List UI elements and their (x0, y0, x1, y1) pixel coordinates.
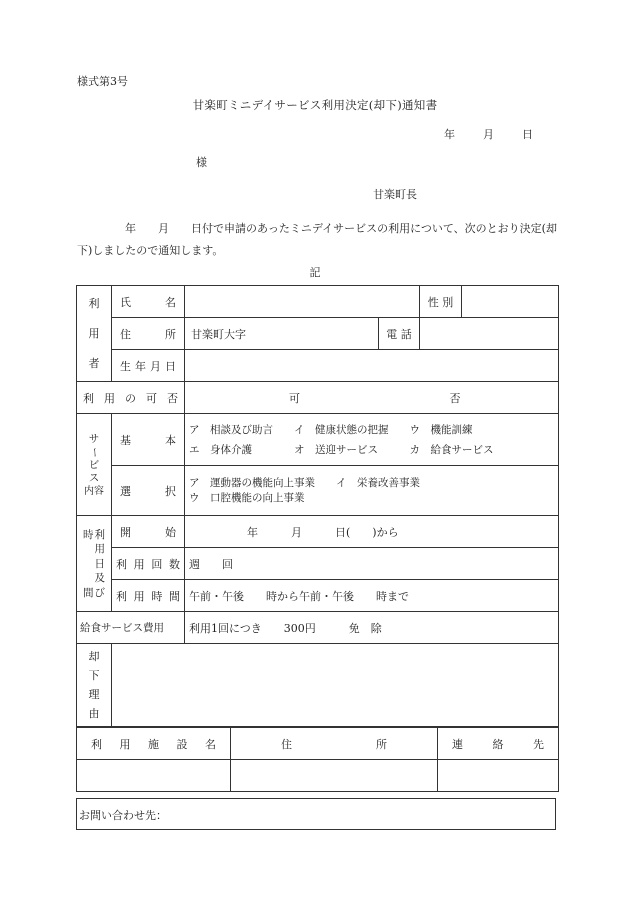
phone-field[interactable] (420, 318, 559, 350)
meal-cost-field[interactable]: 利用1回につき 300円 免 除 (185, 612, 559, 644)
basic-service-label: 基 本 (112, 414, 185, 466)
approval-options[interactable] (185, 382, 559, 414)
facility-address-field[interactable] (231, 760, 438, 792)
document-title: 甘楽町ミニデイサービス利用決定(却下)通知書 (192, 98, 438, 112)
birthdate-label: 生 年 月 日 (112, 350, 185, 382)
usage-time-field[interactable]: 午前・午後 時から午前・午後 時まで (185, 580, 559, 612)
start-date-label: 開 始 (112, 516, 185, 548)
rejection-reason-field[interactable] (112, 644, 559, 727)
rejection-reason-label: 却 下 理 由 (77, 644, 112, 727)
address-label: 住 所 (112, 318, 185, 350)
approval-ok[interactable]: 可 (289, 391, 300, 405)
approval-ng[interactable]: 否 (449, 391, 461, 405)
facility-name-field[interactable] (77, 760, 231, 792)
facility-address-header: 住 所 (231, 728, 438, 760)
service-section-label: サ ー ビ ス 内容 (77, 414, 112, 516)
ki-marker: 記 (309, 266, 321, 279)
birthdate-field[interactable] (185, 350, 559, 382)
start-date-field[interactable]: 年 月 日( )から (185, 516, 559, 548)
date-month: 月 (483, 128, 494, 141)
phone-label: 電 話 (379, 318, 420, 350)
addressee-suffix: 様 (196, 156, 207, 169)
facility-name-header: 利 用 施 設 名 (77, 728, 231, 760)
address-field[interactable] (185, 318, 379, 350)
address-prefix: 甘楽町大字 (191, 327, 246, 341)
inquiry-label: お問い合わせ先： (79, 809, 167, 822)
issuer: 甘楽町長 (373, 188, 417, 201)
user-section-label: 利 用 者 (77, 286, 112, 382)
meal-cost-label: 給食サービス費用 (77, 612, 185, 644)
facility-contact-field[interactable] (438, 760, 559, 792)
decision-form-table (76, 285, 559, 727)
name-field[interactable] (185, 286, 420, 318)
optional-service-label: 選 択 (112, 466, 185, 516)
approval-label: 利 用 の 可 否 (77, 382, 185, 414)
facility-table (76, 727, 559, 792)
schedule-section-label: 時 間 利 用 日 及 び (77, 516, 112, 612)
body-text: 年 月 日付で申請のあったミニデイサービスの利用について、次のとおり決定(却下)しましたので通知します。 (77, 222, 557, 257)
usage-count-field[interactable]: 週 回 (185, 548, 559, 580)
form-number: 様式第3号 (77, 75, 128, 88)
date-year: 年 (444, 128, 455, 141)
usage-time-label: 利 用 時 間 (112, 580, 185, 612)
date-day: 日 (522, 128, 533, 141)
usage-count-label: 利 用 回 数 (112, 548, 185, 580)
basic-service-items: ア 相談及び助言 イ 健康状態の把握 ウ 機能訓練 エ 身体介護 オ 送迎サービス カ 給食サービス (185, 414, 559, 466)
optional-service-items: ア 運動器の機能向上事業 イ 栄養改善事業 ウ 口腔機能の向上事業 (185, 466, 559, 516)
name-label: 氏 名 (112, 286, 185, 318)
gender-label: 性 別 (420, 286, 462, 318)
inquiry-box[interactable] (76, 798, 556, 830)
gender-field[interactable] (462, 286, 559, 318)
issue-date (444, 126, 533, 142)
facility-contact-header: 連 絡 先 (438, 728, 559, 760)
